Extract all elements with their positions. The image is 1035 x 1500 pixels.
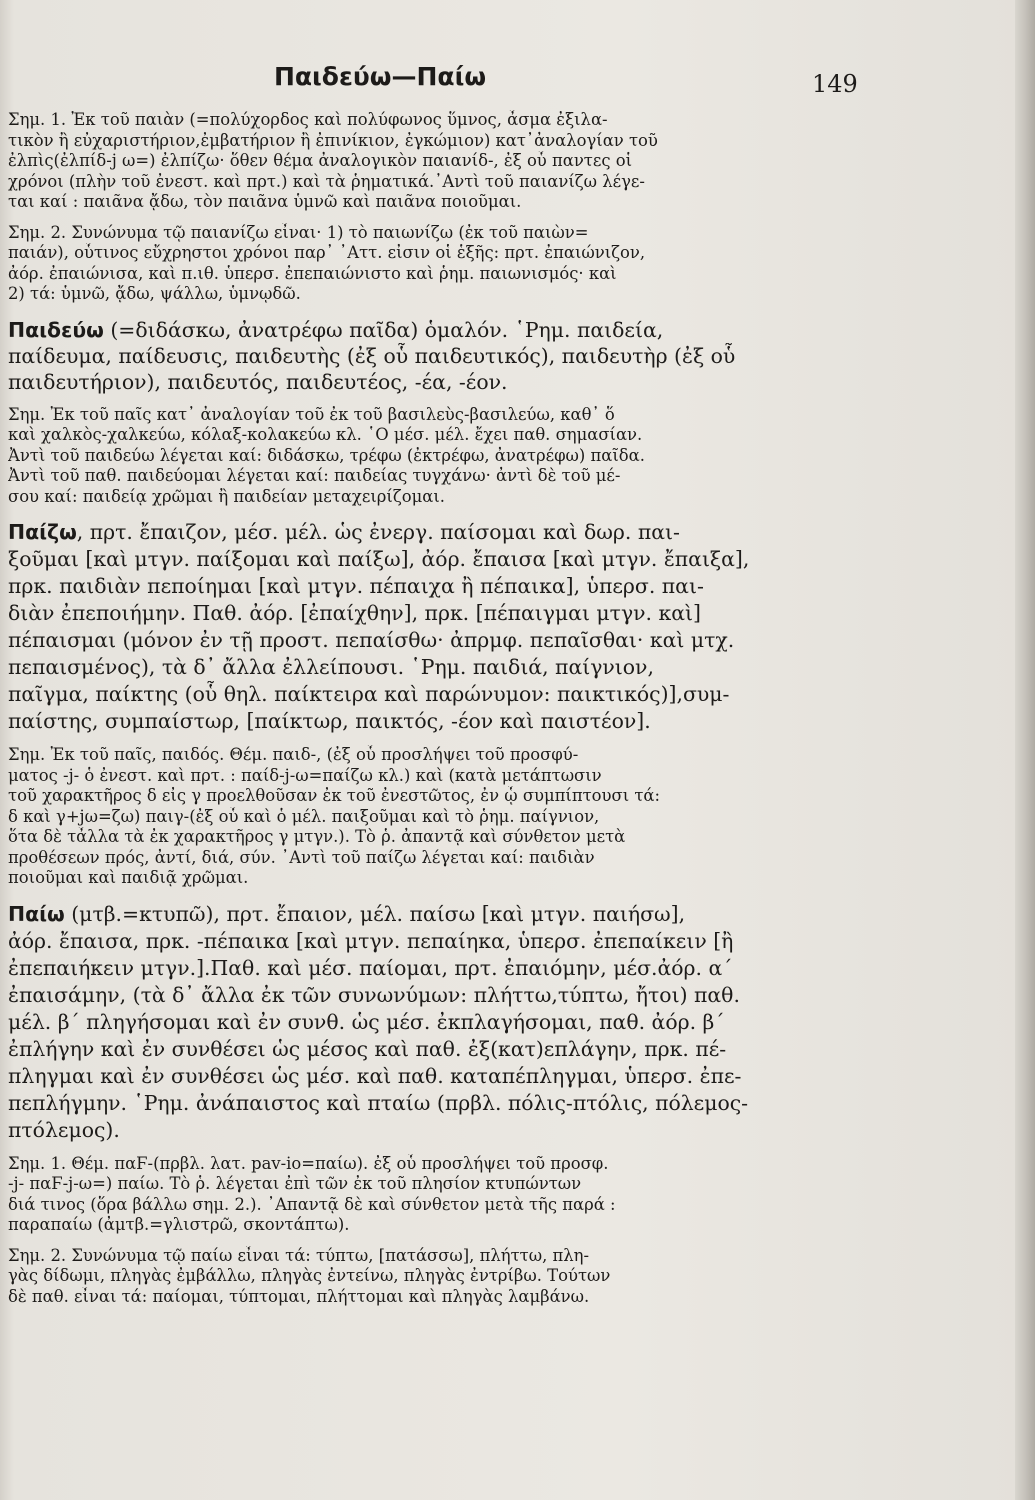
note-line: ται καί : παιᾶνα ᾄδω, τὸν παιᾶνα ὑμνῶ καὶ παιᾶνα ποιοῦμαι.: [8, 192, 522, 211]
note-line: -j- παϜ-j-ω=) παίω. Τὸ ῥ. λέγεται ἐπὶ τῶν ἐκ τοῦ πλησίον κτυπώντων: [8, 1174, 582, 1193]
note-line: σου καί: παιδείᾳ χρῶμαι ἢ παιδείαν μεταχειρίζομαι.: [8, 486, 445, 506]
entry-line: ἐπλήγην καὶ ἐν συνθέσει ὡς μέσος καὶ παθ. ἐξ(κατ)επλάγην, πρκ. πέ-: [8, 1036, 727, 1061]
note-line: Σημ. Ἐκ τοῦ παῖς, παιδός. Θέμ. παιδ-, (ἐξ οὗ προσλήψει τοῦ προσφύ-: [8, 745, 579, 764]
note-paian-2: [8, 223, 893, 305]
headword: Παίω: [8, 901, 65, 926]
entry-first-line-text: (μτβ.=κτυπῶ), πρτ. ἔπαιον, μέλ. παίσω [καὶ μτγν. παιήσω],: [64, 901, 686, 926]
entry-line: πτόλεμος).: [8, 1117, 120, 1142]
entry-line: ἐπεπαιήκειν μτγν.].Παθ. καὶ μέσ. παίομαι, πρτ. ἐπαιόμην, μέσ.ἀόρ. α΄: [8, 955, 733, 980]
note-paian-1: [8, 110, 893, 213]
note-line: Σημ. 1. Ἐκ τοῦ παιὰν (=πολύχορδος καὶ πολύφωνος ὕμνος, ἆσμα ἐξιλα-: [8, 110, 608, 129]
entry-line: μέλ. β΄ πληγήσομαι καὶ ἐν συνθ. ὡς μέσ. ἐκπλαγήσομαι, παθ. ἀόρ. β΄: [8, 1009, 725, 1034]
entry-line: πέπαισμαι (μόνον ἐν τῇ προστ. πεπαίσθω· ἀπρμφ. πεπαῖσθαι· καὶ μτχ.: [8, 628, 735, 652]
note-line: Σημ. 1. Θέμ. παϜ-(πρβλ. λατ. pav-io=παίω). ἐξ οὗ προσλήψει τοῦ προσφ.: [8, 1153, 609, 1173]
entry-first-line-text: , πρτ. ἔπαιζον, μέσ. μέλ. ὡς ἐνεργ. παίσομαι καὶ δωρ. παι-: [76, 520, 680, 544]
note-line: δ καὶ γ+jω=ζω) παιγ-(ἐξ οὗ καὶ ὁ μέλ. παιξοῦμαι καὶ τὸ ῥημ. παίγνιον,: [8, 806, 600, 826]
note-line: Ἀντὶ τοῦ παιδεύω λέγεται καί: διδάσκω, τρέφω (ἐκτρέφω, ἀνατρέφω) παῖδα.: [8, 445, 645, 465]
note-line: παιάν), οὗτινος εὔχρηστοι χρόνοι παρ᾽ ᾽Αττ. εἰσιν οἱ ἑξῆς: πρτ. ἐπαιώνιζον,: [8, 243, 646, 262]
page-binding-edge: [1015, 0, 1035, 1500]
headword: Παίζω: [8, 520, 77, 544]
note-line: 2) τά: ὑμνῶ, ᾄδω, ψάλλω, ὑμνῳδῶ.: [8, 284, 301, 303]
entry-line: παίδευμα, παίδευσις, παιδευτὴς (ἐξ οὗ παιδευτικός), παιδευτὴρ (ἐξ οὗ: [8, 343, 736, 368]
running-header: Παιδεύω—Παίω: [273, 62, 487, 91]
entry-first-line: [8, 317, 893, 343]
note-line: Σημ. 2. Συνώνυμα τῷ παιανίζω εἶναι· 1) τὸ παιωνίζω (ἐκ τοῦ παιὼν=: [8, 222, 589, 242]
note-line: ἐλπὶς(ἐλπίδ-j ω=) ἐλπίζω· ὅθεν θέμα ἀναλογικὸν παιανίδ-, ἐξ οὗ παντες οἱ: [8, 151, 633, 170]
note-line: προθέσεων πρός, ἀντί, διά, σύν. ᾽Αντὶ τοῦ παίζω λέγεται καί: παιδιὰν: [8, 847, 595, 867]
note-line: διά τινος (ὅρα βάλλω σημ. 2.). ᾽Απαντᾷ δὲ καὶ σύνθετον μετὰ τῆς παρά :: [8, 1194, 616, 1214]
note-line: ματος -j- ὁ ἐνεστ. καὶ πρτ. : παίδ-j-ω=παίζω κλ.) καὶ (κατὰ μετάπτωσιν: [8, 765, 602, 785]
entry-paideuo: [8, 317, 893, 395]
entry-line: ἀόρ. ἔπαισα, πρκ. -πέπαικα [καὶ μτγν. πεπαίηκα, ὑπερσ. ἐπεπαίκειν [ἢ: [8, 928, 734, 953]
entry-line: πληγμαι καὶ ἐν συνθέσει ὡς μέσ. καὶ παθ. καταπέπληγμαι, ὑπερσ. ἐπε-: [8, 1063, 742, 1088]
note-line: ἀόρ. ἐπαιώνισα, καὶ π.ιθ. ὑπερσ. ἐπεπαιώνιστο καὶ ῥημ. παιωνισμός· καὶ: [8, 263, 617, 283]
note-line: γὰς δίδωμι, πληγὰς ἐμβάλλω, πληγὰς ἐντείνω, πληγὰς ἐντρίβω. Τούτων: [8, 1266, 611, 1285]
note-line: ποιοῦμαι καὶ παιδιᾷ χρῶμαι.: [8, 868, 249, 887]
note-line: χρόνοι (πλὴν τοῦ ἐνεστ. καὶ πρτ.) καὶ τὰ ῥηματικά.᾽Αντὶ τοῦ παιανίζω λέγε-: [8, 171, 645, 191]
note-line: Ἀντὶ τοῦ παθ. παιδεύομαι λέγεται καί: παιδείας τυγχάνω· ἀντὶ δὲ τοῦ μέ-: [8, 466, 621, 485]
entry-line: παῖγμα, παίκτης (οὗ θηλ. παίκτειρα καὶ παρώνυμον: παικτικός)],συμ-: [8, 682, 730, 706]
entry-paizo: [8, 519, 893, 735]
note-line: τικὸν ἢ εὐχαριστήριον,ἐμβατήριον ἢ ἐπινίκιον, ἐγκώμιον) κατ᾽ἀναλογίαν τοῦ: [8, 130, 658, 150]
note-line: παραπαίω (ἀμτβ.=γλιστρῶ, σκοντάπτω).: [8, 1215, 350, 1234]
note-line: Σημ. 2. Συνώνυμα τῷ παίω εἶναι τά: τύπτω, [πατάσσω], πλήττω, πλη-: [8, 1245, 590, 1265]
note-line: δὲ παθ. εἶναι τά: παίομαι, τύπτομαι, πλήττομαι καὶ πληγὰς λαμβάνω.: [8, 1286, 590, 1306]
note-paideuo: [8, 405, 893, 508]
entry-paio: [8, 901, 893, 1144]
entry-line: ἐπαισάμην, (τὰ δ᾽ ἄλλα ἐκ τῶν συνωνύμων: πλήττω,τύπτω, ἤτοι) παθ.: [8, 982, 740, 1007]
entry-first-line: [8, 519, 893, 546]
entry-line: πεπλήγμην. ῾Ρημ. ἀνάπαιστος καὶ πταίω (πρβλ. πόλις-πτόλις, πόλεμος-: [8, 1090, 749, 1115]
entry-first-line: [8, 901, 893, 928]
note-paio-2: [8, 1246, 893, 1308]
entry-line: πεπαισμένος), τὰ δ᾽ ἄλλα ἐλλείπουσι. ῾Ρημ. παιδιά, παίγνιον,: [8, 655, 654, 679]
note-line: καὶ χαλκὸς-χαλκεύω, κόλαξ-κολακεύω κλ. ῾Ο μέσ. μέλ. ἔχει παθ. σημασίαν.: [8, 425, 643, 444]
entry-line: παιδευτήριον), παιδευτός, παιδευτέος, -έα, -έον.: [8, 369, 508, 394]
entry-line: πρκ. παιδιὰν πεποίημαι [καὶ μτγν. πέπαιχα ἢ πέπαικα], ὑπερσ. παι-: [8, 574, 704, 598]
note-line: Σημ. Ἐκ τοῦ παῖς κατ᾽ ἀναλογίαν τοῦ ἐκ τοῦ βασιλεὺς-βασιλεύω, καθ᾽ ὅ: [8, 404, 615, 424]
note-line: ὅτα δὲ τἆλλα τὰ ἐκ χαρακτῆρος γ μτγν.). Τὸ ῥ. ἀπαντᾷ καὶ σύνθετον μετὰ: [8, 827, 626, 846]
entry-line: παίστης, συμπαίστωρ, [παίκτωρ, παικτός, -έον καὶ παιστέον].: [8, 709, 651, 733]
note-paizo: [8, 745, 893, 889]
entry-line: ξοῦμαι [καὶ μτγν. παίξομαι καὶ παίξω], ἀόρ. ἔπαισα [καὶ μτγν. ἔπαιξα],: [8, 547, 750, 571]
headword: Παιδεύω: [8, 317, 104, 342]
note-line: τοῦ χαρακτῆρος δ εἰς γ προελθοῦσαν ἐκ τοῦ ἐνεστῶτος, ἐν ᾧ συμπίπτουσι τά:: [8, 786, 660, 805]
page-body: [8, 110, 893, 1307]
entry-first-line-text: (=διδάσκω, ἀνατρέφω παῖδα) ὁμαλόν. ῾Ρημ. παιδεία,: [103, 317, 664, 342]
page-number: 149: [812, 70, 858, 98]
entry-line: διὰν ἐπεποιήμην. Παθ. ἀόρ. [ἐπαίχθην], πρκ. [πέπαιγμαι μτγν. καὶ]: [8, 601, 701, 625]
note-paio-1: [8, 1154, 893, 1236]
